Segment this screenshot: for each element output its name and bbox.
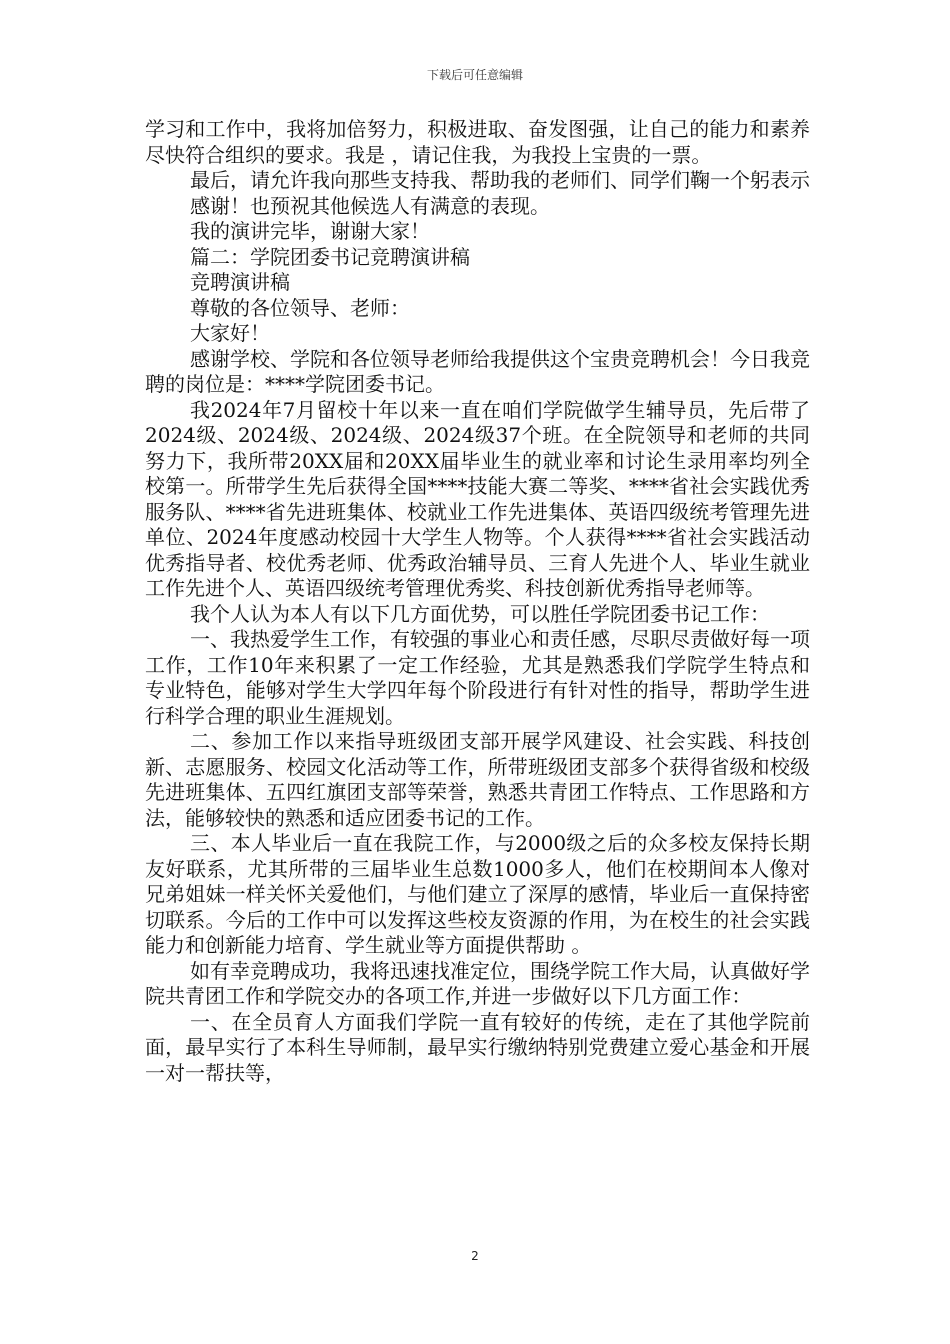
paragraph: 如有幸竞聘成功，我将迅速找准定位，围绕学院工作大局，认真做好学院共青团工作和学院交办的各项工作,并进一步做好以下几方面工作： [145, 958, 810, 1008]
paragraph: 感谢学校、学院和各位领导老师给我提供这个宝贵竞聘机会！今日我竞聘的岗位是：****学院团委书记。 [145, 346, 810, 396]
paragraph: 三、本人毕业后一直在我院工作，与2000级之后的众多校友保持长期友好联系，尤其所带的三届毕业生总数1000多人，他们在校期间本人像对兄弟姐妹一样关怀关爱他们，与他们建立了深厚的感情，毕业后一直保持密切联系。今后的工作中可以发挥这些校友资源的作用，为在校生的社会实践能力和创新能力培育、学生就业等方面提供帮助 。 [145, 831, 810, 957]
page-header: 下载后可任意编辑 [426, 68, 523, 82]
paragraph: 学习和工作中，我将加倍努力，积极进取、奋发图强，让自己的能力和素养尽快符合组织的要求。我是 ，请记住我，为我投上宝贵的一票。 [145, 117, 810, 167]
paragraph: 我个人认为本人有以下几方面优势，可以胜任学院团委书记工作： [190, 601, 770, 626]
section-title: 篇二：学院团委书记竞聘演讲稿 [190, 244, 470, 269]
greeting: 大家好！ [190, 321, 270, 345]
paragraph: 一、我热爱学生工作，有较强的事业心和责任感，尽职尽责做好每一项工作，工作10年来积累了一定工作经验，尤其是熟悉我们学院学生特点和专业特色，能够对学生大学四年每个阶段进行有针对性的指导，帮助学生进行科学合理的职业生涯规划。 [145, 627, 810, 728]
paragraph: 我的演讲完毕，谢谢大家！ [190, 219, 430, 243]
paragraph: 二、参加工作以来指导班级团支部开展学风建设、社会实践、科技创新、志愿服务、校园文化活动等工作，所带班级团支部多个获得省级和校级先进班集体、五四红旗团支部等荣誉，熟悉共青团工作特点、工作思路和方法，能够较快的熟悉和适应团委书记的工作。 [145, 729, 810, 830]
salutation: 尊敬的各位领导、老师： [190, 295, 410, 320]
document-body [145, 117, 810, 1086]
page-number: 2 [471, 1249, 479, 1263]
paragraph: 最后，请允许我向那些支持我、帮助我的老师们、同学们鞠一个躬表示感谢！也预祝其他候选人有满意的表现。 [190, 168, 810, 218]
paragraph: 一、在全员育人方面我们学院一直有较好的传统，走在了其他学院前面，最早实行了本科生导师制，最早实行缴纳特别党费建立爱心基金和开展一对一帮扶等， [145, 1009, 810, 1085]
speech-title: 竞聘演讲稿 [190, 270, 290, 294]
paragraph: 我2024年7月留校十年以来一直在咱们学院做学生辅导员，先后带了2024级、2024级、2024级、2024级37个班。在全院领导和老师的共同努力下，我所带20XX届和20XX届毕业生的就业率和讨论生录用率均列全校第一。所带学生先后获得全国****技能大赛二等奖、****省社会实践优秀服务队、****省先进班集体、校就业工作先进集体、英语四级统考管理先进单位、2024年度感动校园十大学生人物等。个人获得****省社会实践活动优秀指导者、校优秀老师、优秀政治辅导员、三育人先进个人、毕业生就业工作先进个人、英语四级统考管理优秀奖、科技创新优秀指导老师等。 [145, 397, 810, 600]
